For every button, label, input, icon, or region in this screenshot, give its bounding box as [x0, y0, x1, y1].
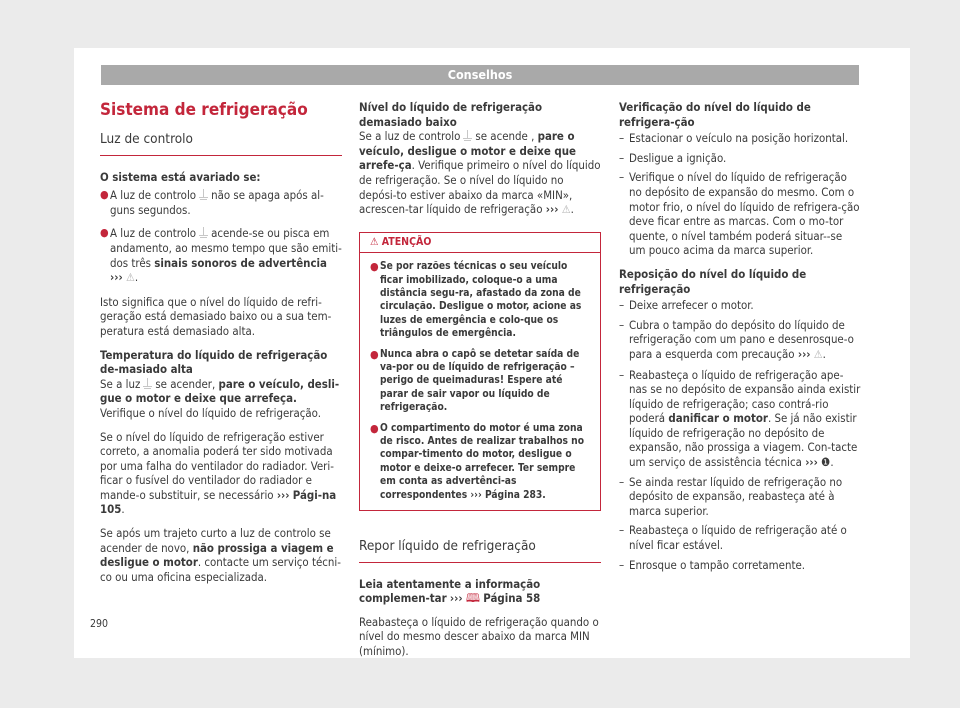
- bullet-dot: ●: [100, 188, 109, 202]
- bullet-item: ● A luz de controlo não se apaga após al-guns segundos.: [100, 188, 324, 217]
- list-item: – Reabasteça o líquido de refrigeração até o nível ficar estável.: [619, 523, 847, 553]
- warning-triangle-icon: ⚠: [370, 235, 379, 248]
- page-reference-link[interactable]: Página 58: [483, 591, 541, 606]
- column-left: [100, 100, 342, 593]
- paragraph: Se a luz se acender, pare o veículo, desli-gue o motor e deixe que arrefeça. Verifique o nível do líquido de refrigeração.: [100, 376, 340, 420]
- reference-arrows[interactable]: ›››: [110, 270, 123, 285]
- warning-triangle-icon[interactable]: ⚠: [125, 271, 135, 285]
- book-icon[interactable]: 🕮: [465, 591, 481, 606]
- paragraph: Leia atentamente a informação complemen-tar ››› 🕮 Página 58: [359, 576, 541, 606]
- paragraph: Reabasteça o líquido de refrigeração quando o nível do mesmo descer abaixo da marca MIN (mínimo).: [359, 614, 599, 659]
- paragraph: Isto significa que o nível do líquido de refri-geração está demasiado baixo ou a sua tem-peratura está demasiado alta.: [100, 294, 332, 338]
- column-middle: [359, 100, 601, 668]
- reference-arrows[interactable]: ›››: [449, 591, 463, 606]
- warning-box: [359, 232, 601, 511]
- warning-item: ● Nunca abra o capô se detetar saída de va-por ou de líquido de refrigeração – perigo de queimaduras! Espere até parar de sair vapor ou líquido de refrigeração.: [370, 347, 580, 414]
- list-item: – Verifique o nível do líquido de refrigeração no depósito de expansão do mesmo. Com o motor frio, o nível do líquido de refrigera-ção deve ficar entre as marcas. Com o mo-tor quente, o nível também poderá situar--se um pouco acima da marca superior.: [619, 170, 860, 258]
- bullet-dot: ●: [370, 347, 379, 361]
- reference-arrows[interactable]: ›››: [470, 489, 482, 501]
- list-item: – Estacionar o veículo na posição horizontal.: [619, 131, 849, 146]
- page-number: 290: [90, 618, 109, 630]
- bullet-item: ● A luz de controlo acende-se ou pisca em andamento, ao mesmo tempo que são emiti-dos três sinais sonoros de advertência ››› ⚠.: [100, 226, 342, 285]
- paragraph: Se após um trajeto curto a luz de controlo se acender de novo, não prossiga a viagem e desligue o motor. contacte um serviço técni-co ou uma oficina especializada.: [100, 526, 341, 584]
- reference-arrows[interactable]: ›››: [545, 202, 559, 217]
- check-heading: Verificação do nível do líquido de refrigera-ção: [619, 100, 811, 129]
- coolant-warning-icon: [143, 378, 152, 389]
- warning-triangle-icon[interactable]: ⚠: [813, 347, 823, 361]
- reference-arrows[interactable]: ›››: [805, 455, 818, 470]
- warning-triangle-icon[interactable]: ⚠: [561, 203, 571, 217]
- list-item: – Enrosque o tampão corretamente.: [619, 557, 806, 572]
- reset-heading: Reposição do nível do líquido de refrigeração: [619, 266, 807, 296]
- bullet-dot: ●: [370, 260, 379, 274]
- warning-body: [360, 253, 600, 510]
- column-right: [619, 100, 861, 577]
- list-item: – Desligue a ignição.: [619, 150, 727, 165]
- coolant-warning-icon: [463, 130, 472, 141]
- section-header: Conselhos: [101, 65, 859, 85]
- bullet-dot: ●: [100, 226, 109, 240]
- broken-heading: O sistema está avariado se:: [100, 169, 261, 184]
- paragraph: Se a luz de controlo se acende , pare o veículo, desligue o motor e deixe que arrefe-ça. Verifique primeiro o nível do líquido de refrigeração. Se o nível do líquido no depósi-to estiver abaixo da marca «MIN», acrescen-tar líquido de refrigeração ››› ⚠.: [359, 129, 601, 217]
- warning-title: ATENÇÃO: [381, 235, 432, 248]
- list-item: – Cubra o tampão do depósito do líquido de refrigeração com um pano e desenrosque-o para a esquerda com precaução ››› ⚠.: [619, 317, 854, 361]
- bullet-dot: ●: [370, 421, 379, 435]
- page-reference-link[interactable]: Página 283: [484, 489, 543, 501]
- reference-arrows[interactable]: ›››: [797, 346, 811, 361]
- page-title: Sistema de refrigeração: [100, 100, 308, 120]
- refill-heading: Repor líquido de refrigeração: [359, 529, 601, 563]
- list-item: – Se ainda restar líquido de refrigeração no depósito de expansão, reabasteça até à marca superior.: [619, 474, 843, 518]
- warning-header: [360, 233, 600, 253]
- low-level-heading: Nível do líquido de refrigeração demasiado baixo: [359, 100, 543, 129]
- subtitle: Luz de controlo: [100, 132, 342, 156]
- coolant-warning-icon: [199, 189, 208, 200]
- warning-item: ● O compartimento do motor é uma zona de risco. Antes de realizar trabalhos no compar-timento do motor, desligue o motor e deixe-o arrefecer. Ter sempre em conta as advertênci-as correspondentes ››› Página 283.: [370, 421, 585, 501]
- list-item: – Deixe arrefecer o motor.: [619, 298, 754, 313]
- list-item: – Reabasteça o líquido de refrigeração ape-nas se no depósito de expansão ainda existir líquido de refrigeração; caso contrá-rio poderá danificar o motor. Se já não existir líquido de refrigeração no depósito de expansão, não prossiga a viagem. Con-tacte um serviço de assistência técnica ››› ❶.: [619, 367, 861, 470]
- info-icon[interactable]: ❶: [821, 455, 831, 470]
- warning-item: ● Se por razões técnicas o seu veículo ficar imobilizado, coloque-o a uma distância segu-ra, afastado da zona de circulação. Desligue o motor, acione as luzes de emergência e colo-que os triângulos de emergência.: [370, 260, 582, 340]
- paragraph: Se o nível do líquido de refrigeração estiver correto, a anomalia poderá ter sido motivada por uma falha do ventilador do radiador. Veri-ficar o fusível do ventilador do radiador e mande-o substituir, se necessário ››› Pági-na 105.: [100, 429, 337, 517]
- reference-arrows[interactable]: ›››: [276, 487, 290, 502]
- temp-heading: Temperatura do líquido de refrigeração de-masiado alta: [100, 347, 328, 377]
- coolant-warning-icon: [199, 227, 208, 238]
- page-reference-link[interactable]: Pági-na 105: [100, 487, 337, 517]
